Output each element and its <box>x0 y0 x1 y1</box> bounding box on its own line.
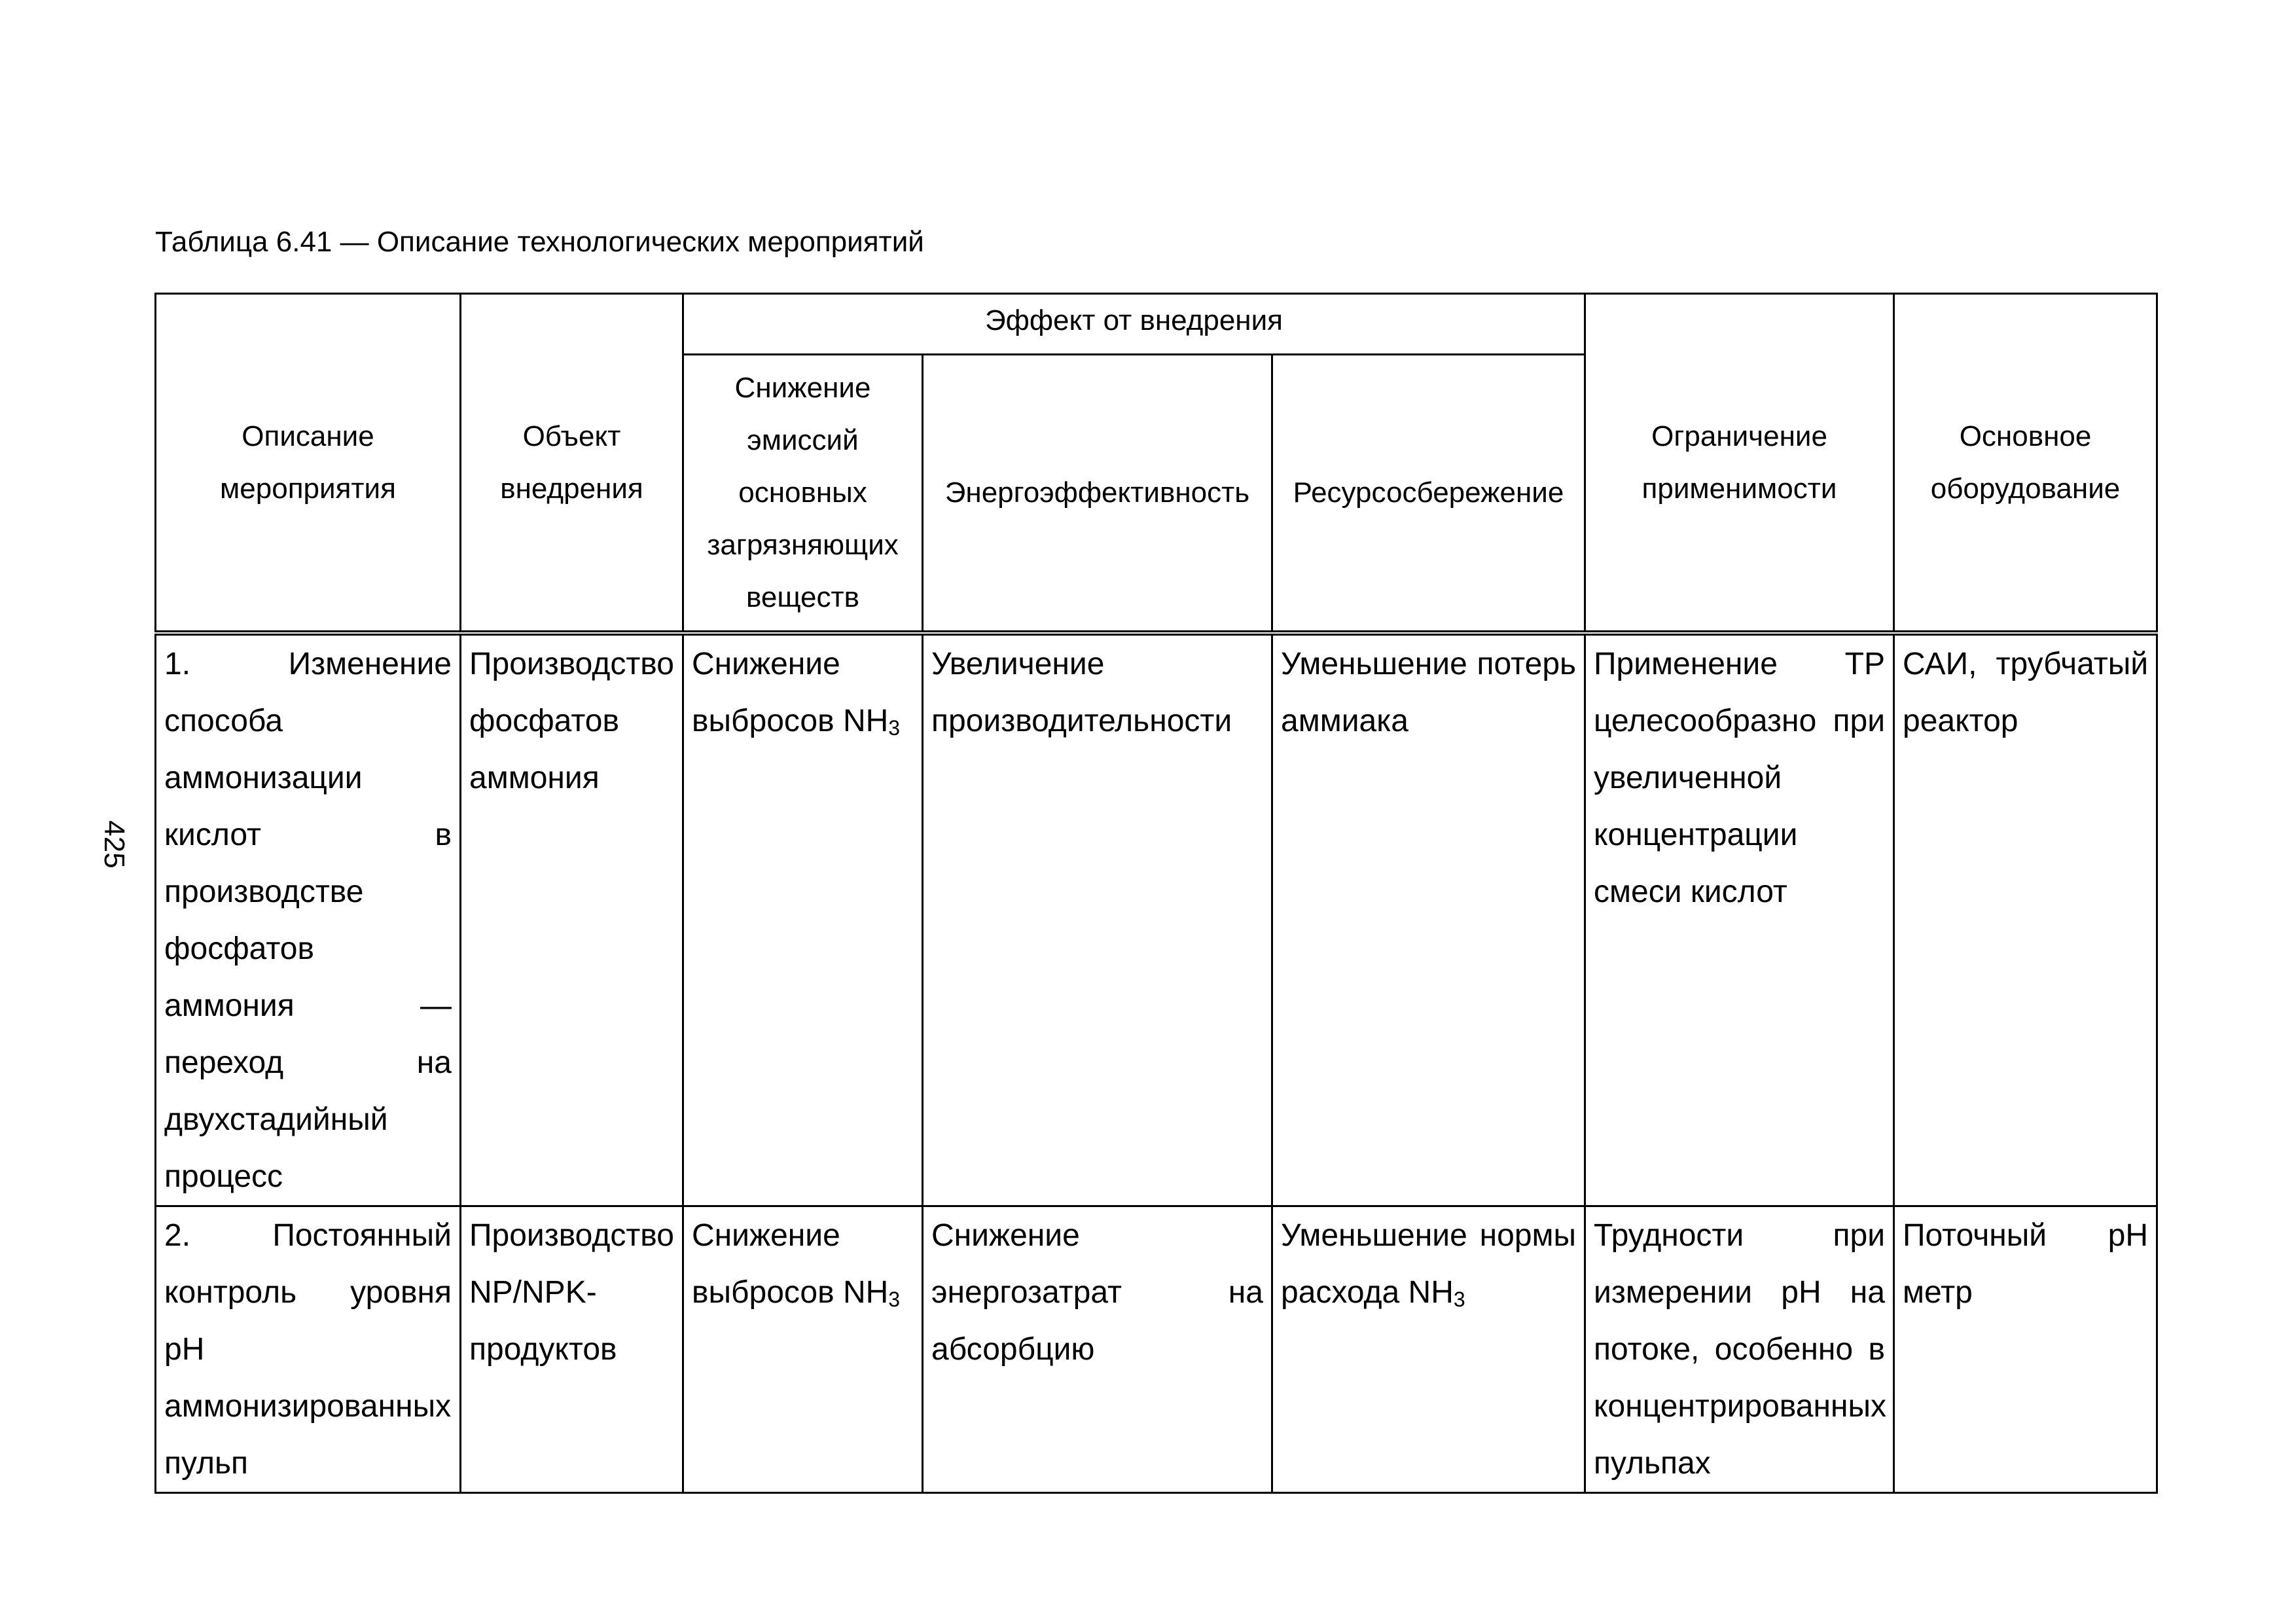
header-row-top <box>156 294 2157 355</box>
cell-energy-text: Увеличение производительности <box>931 647 1232 738</box>
cell-equipment: САИ, трубчатый реактор <box>1894 633 2157 1206</box>
cell-resources-subscript: 3 <box>1453 1288 1465 1311</box>
cell-energy <box>923 633 1272 1206</box>
page-number: 425 <box>98 820 130 869</box>
header-equipment: Основное оборудование <box>1894 294 2157 634</box>
header-resources: Ресурсосбережение <box>1272 355 1585 634</box>
measures-table <box>154 293 2158 1494</box>
cell-emissions-subscript: 3 <box>888 716 901 740</box>
cell-emissions <box>683 633 923 1206</box>
cell-description: 1. Изменение способа аммонизации кислот в производстве фосфатов аммония — переход на двухстадийный процесс <box>156 633 461 1206</box>
cell-object: Производство NP/NPK-продуктов <box>461 1206 683 1493</box>
cell-equipment: Поточный pH метр <box>1894 1206 2157 1493</box>
cell-limitations: Трудности при измерении pH на потоке, особенно в концентрированных пульпах <box>1585 1206 1894 1493</box>
cell-description: 2. Постоянный контроль уровня pH аммонизированных пульп <box>156 1206 461 1493</box>
header-object: Объект внедрения <box>461 294 683 634</box>
table-row <box>156 1206 2157 1493</box>
cell-resources <box>1272 633 1585 1206</box>
cell-resources-text: Уменьшение потерь аммиака <box>1281 647 1577 738</box>
cell-energy-text: Снижение энергозатрат на абсорбцию <box>931 1218 1263 1367</box>
cell-emissions-text: Снижение выбросов NH <box>692 1218 889 1310</box>
table-row <box>156 633 2157 1206</box>
header-energy: Энергоэффективность <box>923 355 1272 634</box>
header-effect: Эффект от внедрения <box>683 294 1585 355</box>
header-emissions: Снижение эмиссий основных загрязняющих веществ <box>683 355 923 634</box>
cell-limitations: Применение ТР целесообразно при увеличенной концентрации смеси кислот <box>1585 633 1894 1206</box>
cell-emissions-subscript: 3 <box>888 1288 901 1311</box>
cell-resources-text: Уменьшение нормы расхода NH <box>1281 1218 1577 1310</box>
table-caption: Таблица 6.41 — Описание технологических мероприятий <box>155 226 924 258</box>
header-limitations: Ограничение применимости <box>1585 294 1894 634</box>
cell-emissions-text: Снижение выбросов NH <box>692 647 889 738</box>
cell-resources <box>1272 1206 1585 1493</box>
header-description: Описание мероприятия <box>156 294 461 634</box>
cell-emissions <box>683 1206 923 1493</box>
cell-energy <box>923 1206 1272 1493</box>
cell-object: Производство фосфатов аммония <box>461 633 683 1206</box>
